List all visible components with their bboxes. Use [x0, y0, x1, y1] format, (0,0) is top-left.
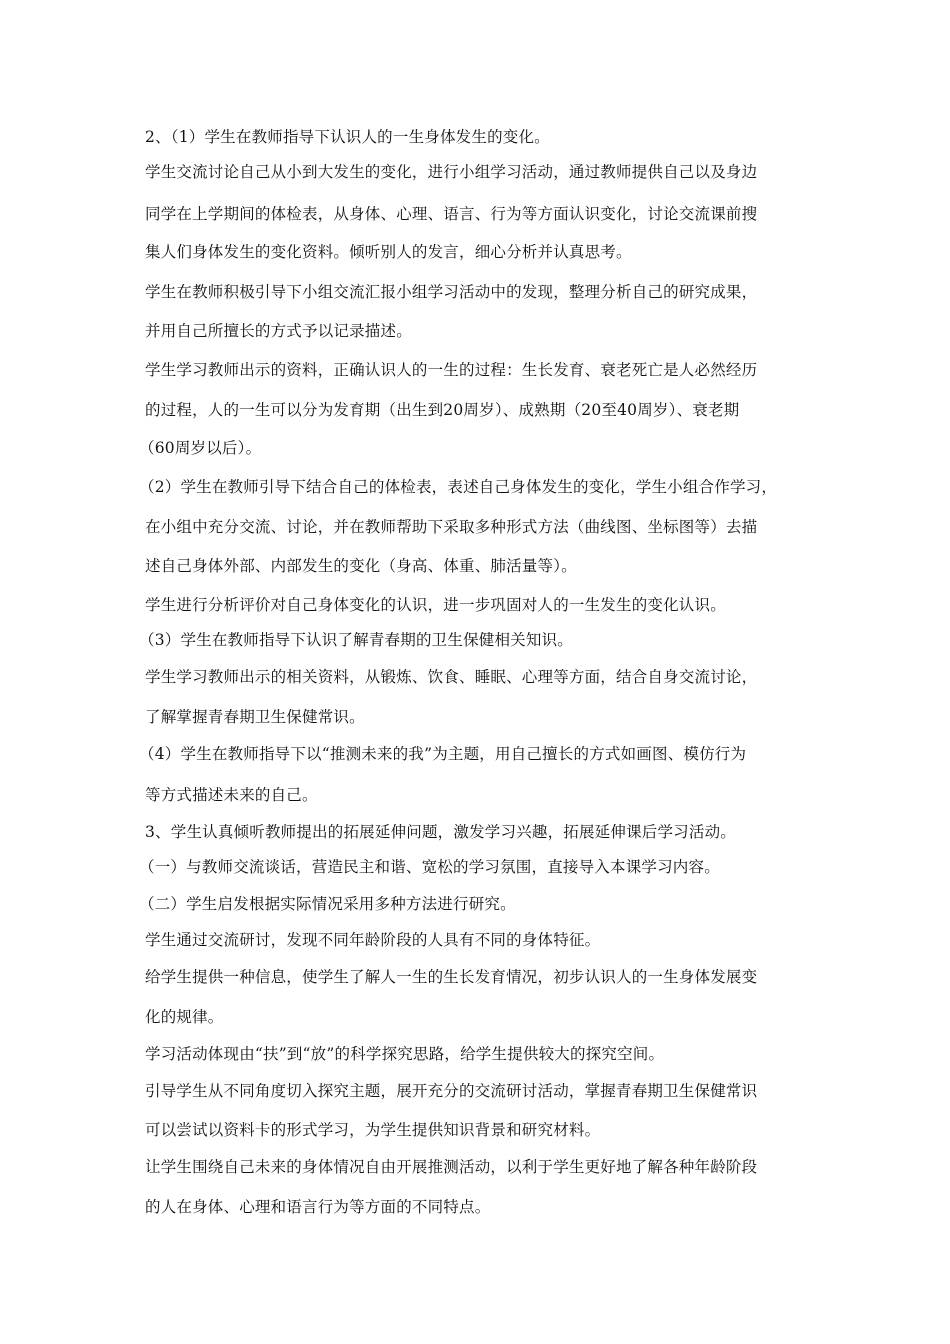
paragraph-line: 的人在身体、心理和语言行为等方面的不同特点。 — [145, 1198, 491, 1216]
paragraph-line: 学生学习教师出示的资料，正确认识人的一生的过程：生长发育、衰老死亡是人必然经历 — [145, 361, 758, 379]
paragraph-line: 学生通过交流研讨，发现不同年龄阶段的人具有不同的身体特征。 — [145, 931, 601, 949]
paragraph-line: 并用自己所擅长的方式予以记录描述。 — [145, 322, 412, 340]
paragraph-line: 集人们身体发生的变化资料。倾听别人的发言，细心分析并认真思考。 — [145, 243, 632, 261]
item-one-line: （一）与教师交流谈话，营造民主和谐、宽松的学习氛围，直接导入本课学习内容。 — [139, 858, 720, 876]
paragraph-line: 让学生围绕自己未来的身体情况自由开展推测活动，以利于学生更好地了解各种年龄阶段 — [145, 1158, 758, 1176]
item-two-line: （二）学生启发根据实际情况采用多种方法进行研究。 — [139, 895, 516, 913]
paragraph-line: 在小组中充分交流、讨论，并在教师帮助下采取多种形式方法（曲线图、坐标图等）去描 — [145, 518, 758, 536]
paragraph-line: 了解掌握青春期卫生保健常识。 — [145, 708, 365, 726]
paragraph-line: 的过程，人的一生可以分为发育期（出生到20周岁）、成熟期（20至40周岁）、衰老期 — [145, 401, 740, 419]
paragraph-line: 同学在上学期间的体检表，从身体、心理、语言、行为等方面认识变化，讨论交流课前搜 — [145, 205, 758, 223]
subsection-4-line: （4）学生在教师指导下以“推测未来的我”为主题，用自己擅长的方式如画图、模仿行为 — [139, 745, 747, 763]
paragraph-line: 述自己身体外部、内部发生的变化（身高、体重、肺活量等）。 — [145, 557, 577, 575]
paragraph-line: 等方式描述未来的自己。 — [145, 786, 318, 804]
paragraph-line: 学生学习教师出示的相关资料，从锻炼、饮食、睡眠、心理等方面，结合自身交流讨论， — [145, 668, 758, 686]
section-3-heading: 3、学生认真倾听教师提出的拓展延伸问题，激发学习兴趣，拓展延伸课后学习活动。 — [145, 823, 736, 841]
subsection-3-line: （3）学生在教师指导下认识了解青春期的卫生保健相关知识。 — [139, 631, 573, 649]
paragraph-line: 给学生提供一种信息，使学生了解人一生的生长发育情况，初步认识人的一生身体发展变 — [145, 968, 758, 986]
paragraph-line: 学生进行分析评价对自己身体变化的认识，进一步巩固对人的一生发生的变化认识。 — [145, 596, 726, 614]
paragraph-line: 学生在教师积极引导下小组交流汇报小组学习活动中的发现，整理分析自己的研究成果， — [145, 283, 758, 301]
paragraph-line: 引导学生从不同角度切入探究主题，展开充分的交流研讨活动，掌握青春期卫生保健常识 — [145, 1082, 758, 1100]
paragraph-line: 学习活动体现由“扶”到“放”的科学探究思路，给学生提供较大的探究空间。 — [145, 1045, 665, 1063]
paragraph-line: （60周岁以后）。 — [139, 439, 262, 457]
section-2-heading: 2、（1）学生在教师指导下认识人的一生身体发生的变化。 — [145, 128, 550, 146]
paragraph-line: 可以尝试以资料卡的形式学习，为学生提供知识背景和研究材料。 — [145, 1121, 601, 1139]
paragraph-line: 化的规律。 — [145, 1008, 224, 1026]
subsection-2-line: （2）学生在教师引导下结合自己的体检表，表述自己身体发生的变化，学生小组合作学习， — [139, 478, 778, 496]
paragraph-line: 学生交流讨论自己从小到大发生的变化，进行小组学习活动，通过教师提供自己以及身边 — [145, 163, 758, 181]
